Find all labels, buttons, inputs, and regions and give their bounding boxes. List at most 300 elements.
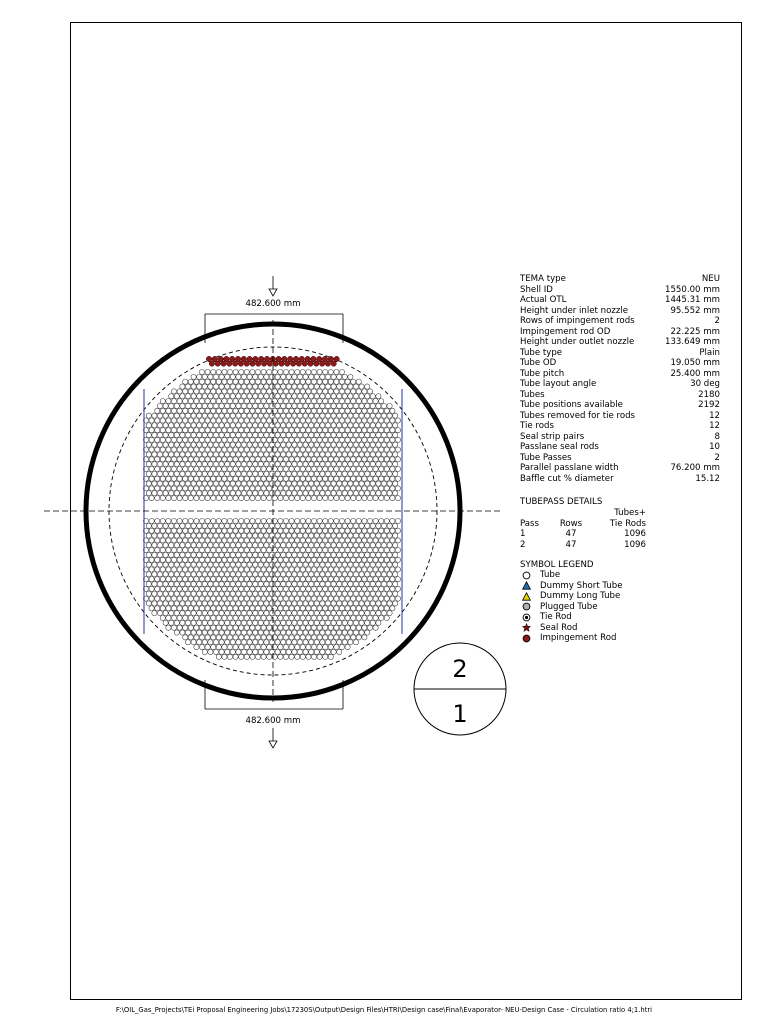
tube xyxy=(331,591,336,596)
tube xyxy=(239,379,244,384)
tube xyxy=(384,586,389,591)
tube xyxy=(197,481,202,486)
tube xyxy=(303,572,308,577)
tube xyxy=(185,471,190,476)
tube xyxy=(219,432,224,437)
tube xyxy=(289,538,294,543)
tube xyxy=(197,543,202,548)
tube xyxy=(353,562,358,567)
tube xyxy=(261,408,266,413)
tube xyxy=(269,523,274,528)
tube xyxy=(275,591,280,596)
tube xyxy=(342,562,347,567)
tube xyxy=(208,562,213,567)
tube xyxy=(278,654,283,659)
tube xyxy=(334,528,339,533)
tube xyxy=(289,518,294,523)
tube xyxy=(180,471,185,476)
tube xyxy=(194,538,199,543)
tube xyxy=(286,384,291,389)
tube xyxy=(376,523,381,528)
tube xyxy=(379,548,384,553)
tube xyxy=(208,543,213,548)
tube xyxy=(379,596,384,601)
tube xyxy=(373,596,378,601)
spec-row xyxy=(520,379,720,390)
tube xyxy=(345,418,350,423)
tube xyxy=(202,452,207,457)
tube xyxy=(239,528,244,533)
tube xyxy=(152,581,157,586)
tube xyxy=(325,403,330,408)
tube xyxy=(157,543,162,548)
tube xyxy=(323,486,328,491)
tube xyxy=(309,491,314,496)
tube xyxy=(267,538,272,543)
tube xyxy=(169,523,174,528)
tube xyxy=(225,491,230,496)
tube xyxy=(370,442,375,447)
tube xyxy=(306,408,311,413)
tube xyxy=(169,462,174,467)
tube xyxy=(255,418,260,423)
tube xyxy=(202,533,207,538)
tube xyxy=(157,403,162,408)
tube xyxy=(247,533,252,538)
tube xyxy=(171,389,176,394)
tube xyxy=(160,606,165,611)
tube xyxy=(171,437,176,442)
tube xyxy=(264,533,269,538)
tube xyxy=(395,457,400,462)
tube xyxy=(253,630,258,635)
tube xyxy=(311,528,316,533)
tube xyxy=(334,635,339,640)
tube xyxy=(283,437,288,442)
tube xyxy=(191,591,196,596)
tube xyxy=(328,476,333,481)
tube xyxy=(208,491,213,496)
tube xyxy=(295,466,300,471)
tube xyxy=(393,543,398,548)
tube xyxy=(356,596,361,601)
tube xyxy=(157,481,162,486)
tube xyxy=(227,625,232,630)
tube xyxy=(356,548,361,553)
tube xyxy=(339,369,344,374)
tube xyxy=(295,428,300,433)
tube xyxy=(314,481,319,486)
tube xyxy=(222,606,227,611)
tube xyxy=(211,466,216,471)
tube xyxy=(239,399,244,404)
tube xyxy=(300,447,305,452)
tube xyxy=(253,601,258,606)
tube xyxy=(337,601,342,606)
tube xyxy=(337,384,342,389)
tube xyxy=(227,586,232,591)
spec-row xyxy=(520,358,720,369)
tube xyxy=(306,486,311,491)
tube xyxy=(345,518,350,523)
tube xyxy=(359,552,364,557)
tube xyxy=(367,466,372,471)
tube xyxy=(331,462,336,467)
tube xyxy=(351,596,356,601)
tube xyxy=(283,625,288,630)
tube xyxy=(244,528,249,533)
tube xyxy=(146,413,151,418)
tube xyxy=(395,567,400,572)
tube xyxy=(323,379,328,384)
tube xyxy=(309,620,314,625)
tube xyxy=(289,476,294,481)
tube xyxy=(174,611,179,616)
tube xyxy=(199,586,204,591)
tube xyxy=(163,432,168,437)
tube xyxy=(325,611,330,616)
outlet-nozzle-dimension: 482.600 mm xyxy=(245,716,301,726)
tube xyxy=(345,399,350,404)
tube xyxy=(258,562,263,567)
tube xyxy=(258,630,263,635)
tube xyxy=(325,481,330,486)
legend-item xyxy=(520,570,623,581)
tube xyxy=(233,496,238,501)
tube xyxy=(379,399,384,404)
tube xyxy=(292,630,297,635)
tube xyxy=(328,557,333,562)
tube xyxy=(365,591,370,596)
tube xyxy=(278,466,283,471)
tube xyxy=(311,548,316,553)
spec-value: 2 xyxy=(714,452,720,463)
tube xyxy=(278,528,283,533)
tube xyxy=(373,408,378,413)
tube xyxy=(395,586,400,591)
spec-value: Plain xyxy=(699,347,720,358)
tube xyxy=(269,491,274,496)
tube xyxy=(205,457,210,462)
tube xyxy=(370,581,375,586)
tube xyxy=(197,491,202,496)
tube xyxy=(191,491,196,496)
tube xyxy=(230,572,235,577)
tube xyxy=(202,394,207,399)
tube xyxy=(202,562,207,567)
tube xyxy=(205,528,210,533)
tube xyxy=(180,630,185,635)
tube xyxy=(365,432,370,437)
tube xyxy=(146,572,151,577)
tube xyxy=(306,437,311,442)
tube xyxy=(233,447,238,452)
tube xyxy=(373,567,378,572)
tube xyxy=(373,606,378,611)
tube xyxy=(331,423,336,428)
tube xyxy=(306,476,311,481)
tube xyxy=(247,471,252,476)
tube xyxy=(314,491,319,496)
tube xyxy=(278,538,283,543)
tube xyxy=(261,645,266,650)
tube xyxy=(199,457,204,462)
tube xyxy=(241,562,246,567)
tube xyxy=(384,437,389,442)
tube xyxy=(250,389,255,394)
tube xyxy=(239,369,244,374)
tube xyxy=(233,577,238,582)
tube xyxy=(297,403,302,408)
tube xyxy=(370,481,375,486)
tube xyxy=(303,452,308,457)
tube xyxy=(342,374,347,379)
tube xyxy=(219,630,224,635)
tube xyxy=(157,423,162,428)
impingement-rod xyxy=(325,361,330,366)
tube xyxy=(342,601,347,606)
tube xyxy=(331,384,336,389)
tube xyxy=(213,374,218,379)
tube xyxy=(183,389,188,394)
tube xyxy=(311,557,316,562)
tube xyxy=(267,596,272,601)
tube xyxy=(241,432,246,437)
tube xyxy=(264,403,269,408)
tube xyxy=(339,399,344,404)
tube xyxy=(171,577,176,582)
tube xyxy=(155,466,160,471)
tube xyxy=(328,369,333,374)
tube xyxy=(370,423,375,428)
tube xyxy=(180,384,185,389)
tube xyxy=(253,581,258,586)
tube xyxy=(281,403,286,408)
tube xyxy=(174,413,179,418)
tube xyxy=(202,640,207,645)
tube xyxy=(311,476,316,481)
tube xyxy=(213,462,218,467)
tube xyxy=(286,552,291,557)
tube xyxy=(351,635,356,640)
tube xyxy=(309,374,314,379)
tube xyxy=(309,601,314,606)
rows-value: 47 xyxy=(565,529,577,539)
tube xyxy=(331,601,336,606)
spec-label: Tube pitch xyxy=(520,368,565,379)
tube xyxy=(359,572,364,577)
tube xyxy=(216,496,221,501)
spec-row xyxy=(520,285,720,296)
tube xyxy=(213,562,218,567)
tube xyxy=(292,471,297,476)
tube xyxy=(286,442,291,447)
tube xyxy=(230,413,235,418)
tube xyxy=(373,528,378,533)
tube xyxy=(289,596,294,601)
tube xyxy=(348,640,353,645)
tube xyxy=(261,528,266,533)
tube xyxy=(213,384,218,389)
tube xyxy=(216,476,221,481)
tube xyxy=(152,543,157,548)
tube xyxy=(395,466,400,471)
tube xyxy=(387,432,392,437)
tube xyxy=(157,611,162,616)
tube xyxy=(381,442,386,447)
tube xyxy=(314,620,319,625)
tube xyxy=(320,471,325,476)
tube xyxy=(258,471,263,476)
spec-row xyxy=(520,432,720,443)
tube xyxy=(275,523,280,528)
spec-label: Height under inlet nozzle xyxy=(520,305,629,316)
tube xyxy=(253,423,258,428)
spec-value: 12 xyxy=(709,421,720,431)
tube xyxy=(208,611,213,616)
tube xyxy=(239,447,244,452)
tube xyxy=(387,462,392,467)
header-rows: Rows xyxy=(559,518,583,529)
tube xyxy=(258,432,263,437)
tube xyxy=(160,437,165,442)
tube xyxy=(331,413,336,418)
tube xyxy=(213,471,218,476)
tube xyxy=(306,577,311,582)
tube xyxy=(309,630,314,635)
tube xyxy=(247,649,252,654)
tube xyxy=(281,591,286,596)
tube xyxy=(219,533,224,538)
tube xyxy=(264,601,269,606)
tube xyxy=(180,581,185,586)
tube xyxy=(373,557,378,562)
tube xyxy=(365,394,370,399)
tube xyxy=(381,413,386,418)
tube xyxy=(191,432,196,437)
tube xyxy=(328,635,333,640)
tube xyxy=(216,645,221,650)
tube xyxy=(219,581,224,586)
tube xyxy=(199,399,204,404)
tube xyxy=(311,538,316,543)
tube xyxy=(342,442,347,447)
tube xyxy=(367,528,372,533)
tube xyxy=(180,394,185,399)
tube xyxy=(191,384,196,389)
tube xyxy=(337,572,342,577)
tube xyxy=(334,645,339,650)
tube xyxy=(311,369,316,374)
tube xyxy=(339,606,344,611)
tube xyxy=(303,649,308,654)
tube xyxy=(320,581,325,586)
tube xyxy=(297,442,302,447)
tube xyxy=(286,432,291,437)
tube xyxy=(348,562,353,567)
tube xyxy=(155,518,160,523)
tube xyxy=(155,486,160,491)
tube xyxy=(247,462,252,467)
tube xyxy=(177,518,182,523)
tube xyxy=(197,640,202,645)
tube xyxy=(230,374,235,379)
tube xyxy=(163,491,168,496)
tube xyxy=(160,428,165,433)
tube xyxy=(225,442,230,447)
tube xyxy=(211,389,216,394)
tube xyxy=(303,601,308,606)
tube xyxy=(331,572,336,577)
tube xyxy=(261,548,266,553)
tube xyxy=(295,615,300,620)
tube xyxy=(345,615,350,620)
tube xyxy=(278,447,283,452)
tube xyxy=(219,591,224,596)
tube xyxy=(177,577,182,582)
tube xyxy=(275,462,280,467)
tube xyxy=(390,557,395,562)
tube xyxy=(166,548,171,553)
tube xyxy=(283,457,288,462)
tube xyxy=(306,635,311,640)
tube xyxy=(362,596,367,601)
tube xyxy=(258,423,263,428)
tube xyxy=(351,518,356,523)
tube xyxy=(376,611,381,616)
tube xyxy=(334,625,339,630)
tube xyxy=(289,466,294,471)
tube xyxy=(160,408,165,413)
tube xyxy=(384,418,389,423)
dummy-short-tube-icon xyxy=(520,581,540,590)
tube xyxy=(233,635,238,640)
tube xyxy=(213,572,218,577)
tube xyxy=(334,596,339,601)
tube xyxy=(311,596,316,601)
tube xyxy=(339,518,344,523)
tubepass-header-tubes: Tubes+ xyxy=(614,508,646,518)
tube xyxy=(247,423,252,428)
tube xyxy=(250,486,255,491)
tube xyxy=(199,369,204,374)
tube xyxy=(250,567,255,572)
tube xyxy=(345,625,350,630)
tube xyxy=(166,399,171,404)
tube xyxy=(328,654,333,659)
tube xyxy=(348,403,353,408)
tube xyxy=(381,481,386,486)
tube xyxy=(362,557,367,562)
tube xyxy=(155,606,160,611)
tube xyxy=(166,486,171,491)
tube xyxy=(169,552,174,557)
tube xyxy=(247,452,252,457)
spec-label: Seal strip pairs xyxy=(520,431,585,442)
tube xyxy=(169,533,174,538)
tube xyxy=(157,552,162,557)
tube xyxy=(373,457,378,462)
tube xyxy=(362,486,367,491)
tube xyxy=(339,528,344,533)
tube xyxy=(169,543,174,548)
tube xyxy=(253,462,258,467)
tube xyxy=(191,611,196,616)
tube xyxy=(253,471,258,476)
tube xyxy=(289,606,294,611)
tube xyxy=(317,567,322,572)
impingement-rod xyxy=(273,361,278,366)
